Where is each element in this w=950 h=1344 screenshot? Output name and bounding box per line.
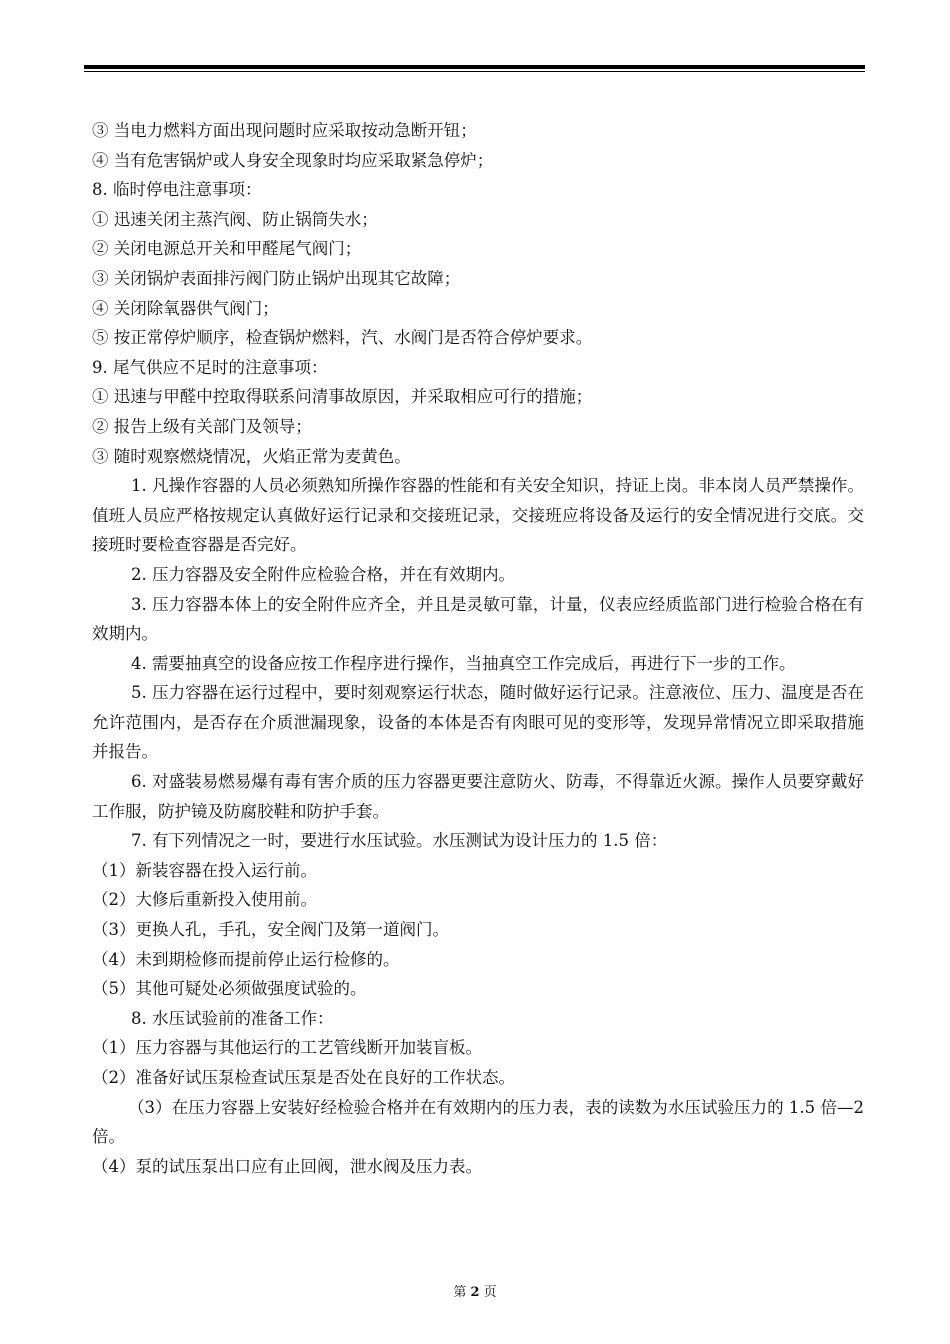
list-item: （5）其他可疑处必须做强度试验的。 [92,979,367,999]
list-item: ④ 关闭除氧器供气阀门； [92,298,279,318]
paragraph: 7. 有下列情况之一时，要进行水压试验。水压测试为设计压力的 1.5 倍： [131,831,668,851]
header-rule-thick [84,65,865,69]
footer-prefix: 第 [453,1285,467,1300]
list-item: ② 关闭电源总开关和甲醛尾气阀门； [92,239,362,259]
list-item: （1）新装容器在投入运行前。 [92,860,317,880]
list-item: ① 迅速关闭主蒸汽阀、防止锅筒失水； [92,209,378,229]
list-item: ③ 当电力燃料方面出现问题时应采取按动急断开钮； [92,121,477,140]
list-item: （3）更换人孔，手孔，安全阀门及第一道阀门。 [92,920,449,940]
paragraph: 5. 压力容器在运行过程中，要时刻观察运行状态，随时做好运行记录。注意液位、压力、温度是否在允许范围内，是否存在介质泄漏现象，设备的本体是否有肉眼可见的变形等，发现异常情况立即采取措施并报告。 [92,683,864,762]
paragraph: 4. 需要抽真空的设备应按工作程序进行操作，当抽真空工作完成后，再进行下一步的工作。 [131,653,796,673]
list-item: ⑤ 按正常停炉顺序，检查锅炉燃料，汽、水阀门是否符合停炉要求。 [92,328,593,348]
page-footer [0,1281,950,1300]
list-item: （1）压力容器与其他运行的工艺管线断开加装盲板。 [92,1038,482,1058]
header-rule-thin [84,71,865,72]
list-item: ② 报告上级有关部门及领导； [92,416,312,436]
paragraph: 2. 压力容器及安全附件应检验合格，并在有效期内。 [131,564,515,584]
list-item: （4）未到期检修而提前停止运行检修的。 [92,949,400,969]
footer-suffix: 页 [483,1285,497,1300]
list-item: （4）泵的试压泵出口应有止回阀，泄水阀及压力表。 [92,1156,482,1176]
page-number: 2 [470,1285,480,1300]
paragraph: 3. 压力容器本体上的安全附件应齐全，并且是灵敏可靠，计量，仪表应经质监部门进行检验合格在有效期内。 [92,594,864,644]
paragraph: 1. 凡操作容器的人员必须熟知所操作容器的性能和有关安全知识，持证上岗。非本岗人员严禁操作。值班人员应严格按规定认真做好运行记录和交接班记录，交接班应将设备及运行的安全情况进行交底。交接班时要检查容器是否完好。 [92,476,864,555]
list-item: （2）准备好试压泵检查试压泵是否处在良好的工作状态。 [92,1068,515,1087]
list-item: ④ 当有危害锅炉或人身安全现象时均应采取紧急停炉； [92,150,494,170]
document-body [92,116,864,1181]
paragraph: 6. 对盛装易燃易爆有毒有害介质的压力容器更要注意防火、防毒，不得靠近火源。操作人员要穿戴好工作服，防护镜及防腐胶鞋和防护手套。 [92,772,864,821]
list-item: ① 迅速与甲醛中控取得联系问清事故原因，并采取相应可行的措施； [92,387,593,407]
section-heading: 8. 临时停电注意事项： [92,180,262,200]
list-item: ③ 随时观察燃烧情况，火焰正常为麦黄色。 [92,446,411,466]
section-heading: 9. 尾气供应不足时的注意事项： [92,357,328,377]
list-item: （3）在压力容器上安装好经检验合格并在有效期内的压力表，表的读数为水压试验压力的 1.5 倍—2 倍。 [92,1097,864,1147]
section-heading: 8. 水压试验前的准备工作： [131,1008,334,1028]
list-item: （2）大修后重新投入使用前。 [92,890,317,910]
list-item: ③ 关闭锅炉表面排污阀门防止锅炉出现其它故障； [92,268,461,288]
